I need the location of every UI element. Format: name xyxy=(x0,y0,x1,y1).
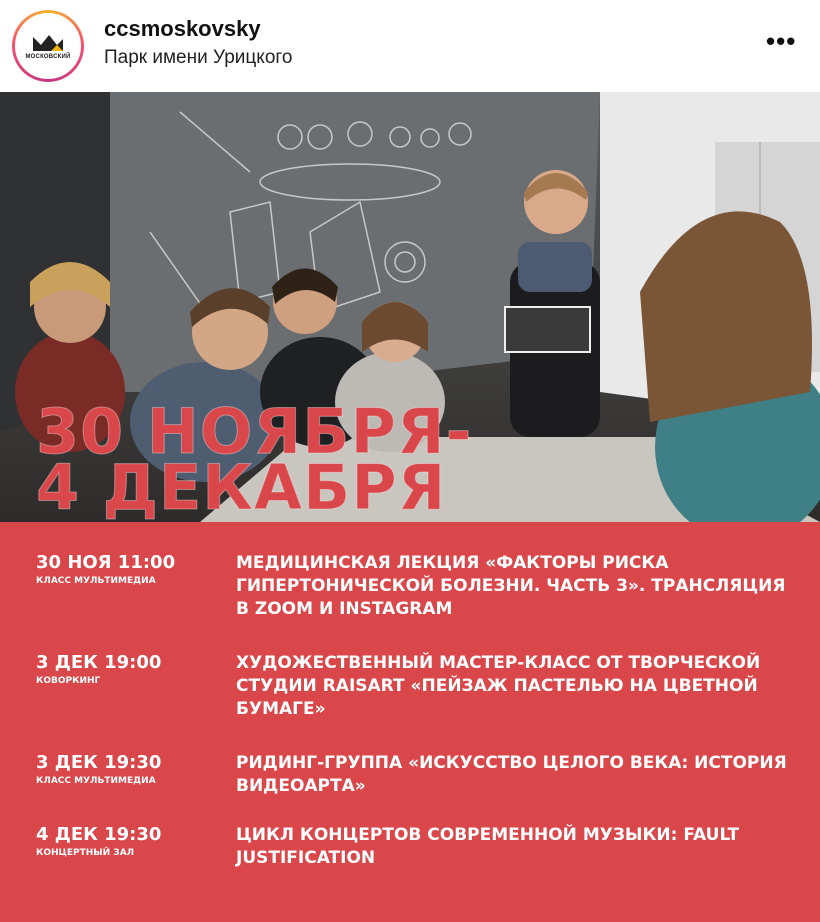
event-title: МЕДИЦИНСКАЯ ЛЕКЦИЯ «ФАКТОРЫ РИСКА ГИПЕРТОНИЧЕСКОЙ БОЛЕЗНИ. ЧАСТЬ 3». ТРАНСЛЯЦИЯ В ZOOM И INSTAGRAM xyxy=(236,553,786,619)
username[interactable]: ccsmoskovsky xyxy=(104,16,261,41)
event-date: 30 НОЯ 11:00 xyxy=(36,552,176,573)
location-link[interactable]: Парк имени Урицкого xyxy=(104,47,293,68)
event-date: 3 ДЕК 19:00 xyxy=(36,652,162,673)
event-title: ЦИКЛ КОНЦЕРТОВ СОВРЕМЕННОЙ МУЗЫКИ: FAULT JUSTIFICATION xyxy=(236,825,740,868)
event-date: 3 ДЕК 19:30 xyxy=(36,752,162,773)
headline xyxy=(36,395,473,522)
photo-background xyxy=(0,92,820,522)
more-options-icon[interactable]: ••• xyxy=(766,26,797,56)
post-image[interactable] xyxy=(0,92,820,922)
headline-line-1: 30 НОЯБРЯ- xyxy=(36,395,473,468)
logo-icon xyxy=(31,33,65,53)
event-place: КЛАСС МУЛЬТИМЕДИА xyxy=(36,776,156,786)
post-header xyxy=(0,0,820,92)
headline-line-2: 4 ДЕКАБРЯ xyxy=(36,451,447,522)
schedule-panel xyxy=(0,522,820,922)
event-title: РИДИНГ-ГРУППА «ИСКУССТВО ЦЕЛОГО ВЕКА: ИСТОРИЯ ВИДЕОАРТА» xyxy=(236,753,787,796)
event-place: КОНЦЕРТНЫЙ ЗАЛ xyxy=(36,848,135,858)
event-title: ХУДОЖЕСТВЕННЫЙ МАСТЕР-КЛАСС ОТ ТВОРЧЕСКОЙ СТУДИИ RAISART «ПЕЙЗАЖ ПАСТЕЛЬЮ НА ЦВЕТНОЙ БУМАГЕ» xyxy=(236,653,761,719)
event-place: КОВОРКИНГ xyxy=(36,676,101,686)
event-date: 4 ДЕК 19:30 xyxy=(36,824,162,845)
avatar[interactable] xyxy=(12,10,84,82)
logo-text: МОСКОВСКИЙ xyxy=(25,53,71,60)
avatar-logo xyxy=(15,13,81,79)
event-place: КЛАСС МУЛЬТИМЕДИА xyxy=(36,576,156,586)
